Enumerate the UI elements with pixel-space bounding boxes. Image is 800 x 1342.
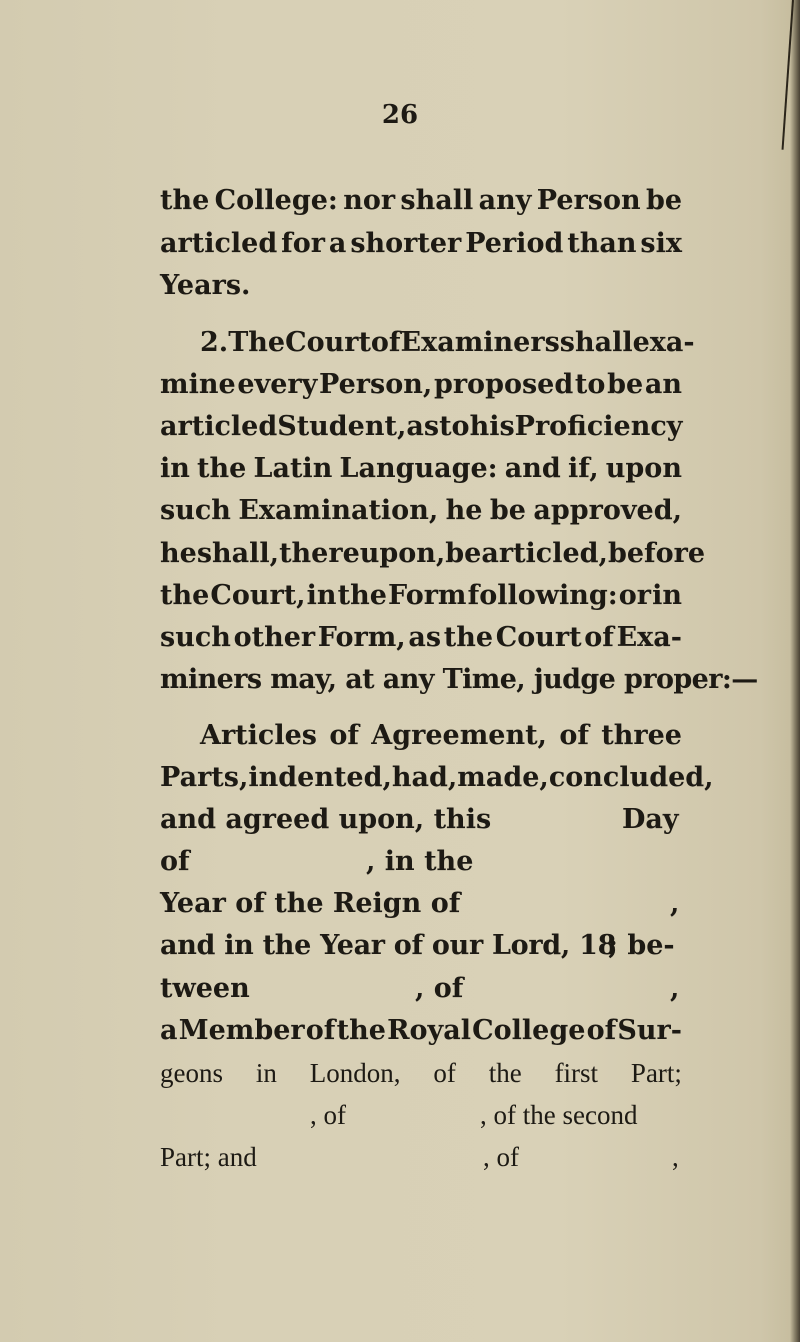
word: he	[160, 538, 197, 569]
word: mine	[160, 369, 236, 400]
text-line	[200, 720, 682, 752]
word: Form,	[317, 622, 406, 653]
word: the	[160, 580, 210, 611]
form-text: Part; and	[160, 1142, 257, 1172]
word: every	[237, 369, 318, 400]
word: Court,	[210, 580, 306, 611]
form-text: ; be-	[608, 930, 675, 961]
word: indented,	[248, 762, 392, 793]
word: Form	[388, 580, 467, 611]
text-line	[200, 327, 695, 359]
word: Court	[495, 622, 582, 653]
text-line	[160, 228, 682, 260]
word: the	[488, 1058, 522, 1088]
word: the	[336, 1015, 386, 1046]
word: exa-	[632, 327, 695, 358]
page-edge-shadow	[790, 0, 800, 1342]
word: other	[233, 622, 316, 653]
word: as	[408, 622, 442, 653]
word: shorter	[350, 228, 462, 259]
word: articled	[160, 228, 278, 259]
form-text: ,	[672, 1142, 679, 1172]
text-line	[160, 762, 714, 794]
form-text: , of	[310, 1100, 346, 1130]
word: in	[652, 580, 682, 611]
word: in	[160, 453, 190, 484]
word: to	[574, 369, 606, 400]
word: an	[644, 369, 682, 400]
form-text: , of	[483, 1142, 519, 1172]
word: of	[584, 622, 614, 653]
word: upon	[605, 453, 682, 484]
word: College	[472, 1015, 586, 1046]
word: Examination,	[238, 495, 439, 526]
word: made,	[457, 762, 549, 793]
text-line	[160, 185, 682, 217]
word: Person,	[319, 369, 433, 400]
word: in	[306, 580, 337, 611]
word: had,	[391, 762, 458, 793]
word: shall,	[196, 538, 280, 569]
word: be	[489, 495, 526, 526]
word: if,	[567, 453, 599, 484]
text-line	[160, 580, 682, 612]
form-text: Year of the Reign of	[160, 888, 461, 919]
word: three	[601, 720, 682, 751]
word: of	[329, 720, 359, 751]
text-line	[160, 369, 682, 401]
word: approved,	[533, 495, 682, 526]
word: thereupon,	[279, 538, 446, 569]
page-number: 26	[381, 100, 419, 130]
word: Member	[178, 1015, 305, 1046]
word: shall	[400, 185, 474, 216]
word: Parts,	[160, 762, 249, 793]
text-line: miners may, at any Time, judge proper:—	[160, 664, 758, 695]
word: or	[618, 580, 652, 611]
form-text: Day	[622, 804, 679, 835]
word: Royal	[387, 1015, 471, 1046]
word: geons	[160, 1058, 223, 1088]
word: of	[370, 327, 401, 358]
word: a	[328, 228, 347, 259]
text-line	[160, 1057, 682, 1089]
word: the	[197, 453, 247, 484]
form-text: , of	[415, 973, 464, 1004]
word: Court	[285, 327, 371, 358]
word: such	[160, 495, 231, 526]
text-line	[160, 495, 682, 527]
word: first	[554, 1058, 599, 1088]
word: shall	[559, 327, 633, 358]
word: the	[160, 185, 210, 216]
form-text: tween	[160, 973, 250, 1004]
word: Agreement,	[371, 720, 547, 751]
word: of	[586, 1015, 617, 1046]
form-text: , of the second	[480, 1100, 638, 1130]
word: Proficiency	[514, 411, 683, 442]
word: following:	[467, 580, 618, 611]
word: he	[445, 495, 483, 526]
form-text: and in the Year of our Lord, 18	[160, 930, 617, 961]
word: and	[504, 453, 561, 484]
word: as	[406, 411, 440, 442]
word: any	[478, 185, 532, 216]
text-line: Years.	[160, 270, 251, 301]
form-text: ,	[670, 888, 680, 919]
word: six	[640, 228, 682, 259]
text-line	[160, 1015, 682, 1047]
word: the	[443, 622, 494, 653]
form-text: of	[160, 846, 190, 877]
word: for	[281, 228, 325, 259]
word: London,	[309, 1058, 401, 1088]
word: Exa-	[616, 622, 682, 653]
word: than	[567, 228, 637, 259]
word: Part;	[630, 1058, 682, 1088]
word: concluded,	[548, 762, 714, 793]
word: a	[160, 1015, 178, 1046]
word: nor	[343, 185, 396, 216]
word: Student,	[277, 411, 407, 442]
word: Person	[536, 185, 641, 216]
form-text: ,	[670, 973, 680, 1004]
word: in	[255, 1058, 277, 1088]
word: of	[559, 720, 589, 751]
text-line	[160, 538, 706, 570]
word: articled,	[481, 538, 608, 569]
text-line	[160, 453, 682, 485]
word: The	[228, 327, 286, 358]
form-text: and agreed upon, this	[160, 804, 492, 835]
word: College:	[214, 185, 338, 216]
word: before	[607, 538, 706, 569]
word: to	[439, 411, 470, 442]
word: be	[445, 538, 482, 569]
word: Sur-	[617, 1015, 682, 1046]
text-line	[160, 411, 682, 443]
word: proposed	[433, 369, 574, 400]
word: of	[433, 1058, 456, 1088]
word: such	[160, 622, 231, 653]
word: Language:	[339, 453, 498, 484]
word: his	[469, 411, 515, 442]
word: be	[607, 369, 644, 400]
word: Period	[465, 228, 564, 259]
word: the	[337, 580, 387, 611]
word: articled	[160, 411, 278, 442]
word: 2.	[200, 327, 229, 358]
word: of	[305, 1015, 336, 1046]
word: be	[645, 185, 682, 216]
word: Examiners	[400, 327, 560, 358]
form-text: , in the	[366, 846, 474, 877]
text-line	[160, 622, 682, 654]
word: Articles	[200, 720, 317, 751]
word: Latin	[253, 453, 333, 484]
